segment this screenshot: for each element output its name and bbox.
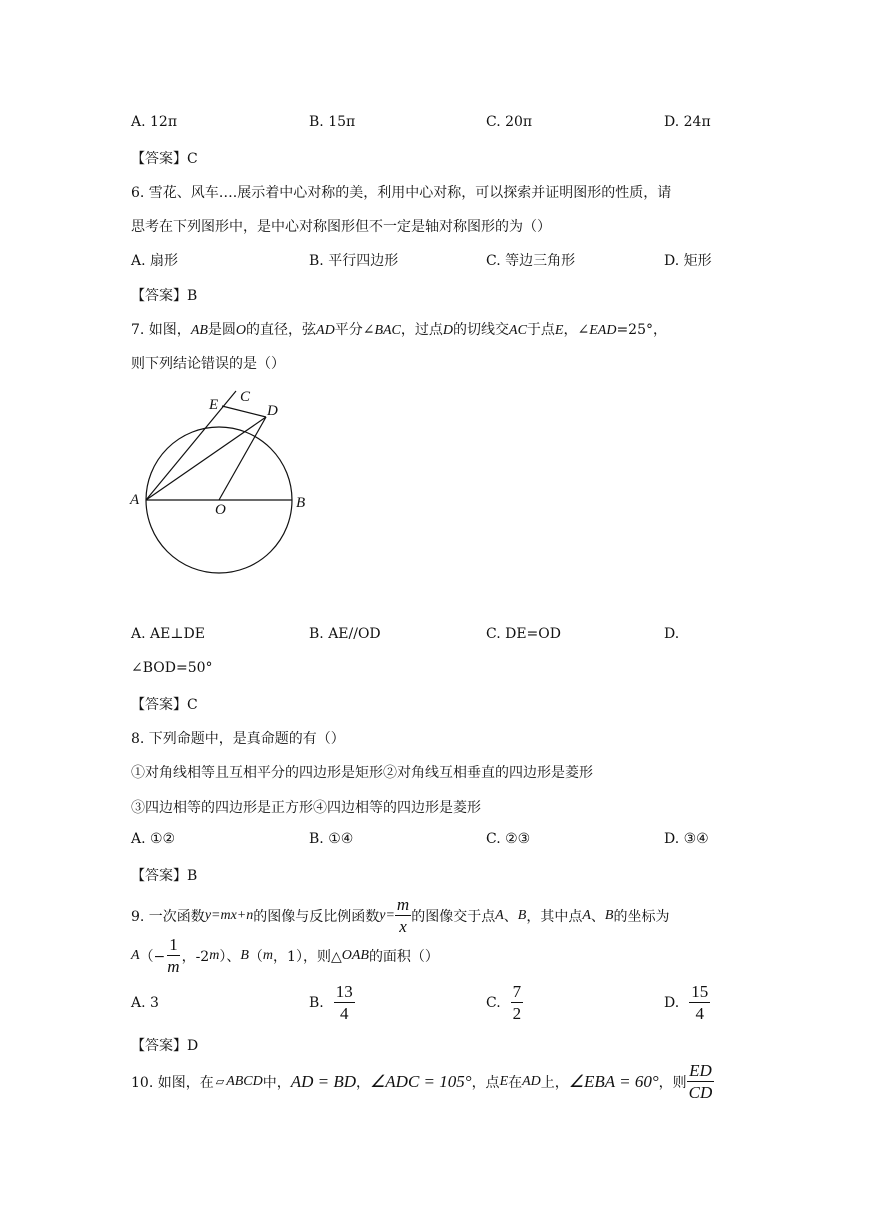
q5-option-d: D. 24π — [664, 114, 711, 130]
q8-option-a: A. ①② — [131, 831, 176, 847]
q5-option-a: A. 12π — [131, 114, 178, 130]
label-o: O — [215, 502, 226, 518]
q7-stem-line1: 7. 如图，AB是圆O的直径，弦AD平分∠BAC，过点D的切线交AC于点E，∠EAD=25°， — [131, 322, 667, 338]
q7-option-c: C. DE=OD — [486, 626, 561, 642]
q9-option-a: A. 3 — [131, 995, 159, 1011]
q8-option-d: D. ③④ — [664, 831, 709, 847]
label-b: B — [296, 495, 306, 511]
q6-stem-line2: 思考在下列图形中，是中心对称图形但不一定是轴对称图形的为（） — [131, 219, 551, 235]
q5-option-b: B. 15π — [309, 114, 356, 130]
q7-geometry-figure — [125, 380, 325, 590]
q5-answer: 【答案】C — [131, 151, 198, 167]
q7-option-a: A. AE⊥DE — [131, 626, 205, 642]
line-ac — [146, 391, 236, 500]
q10-stem: 10. 如图，在 ▱ ABCD 中， AD = BD ， ∠ADC = 105° ，点 E 在 AD 上， ∠EBA = 60° ，则 $\frac{ED}{CD}$ — [131, 1061, 713, 1102]
q8-line2: ③四边相等的四边形是正方形④四边相等的四边形是菱形 — [131, 800, 481, 816]
q9-option-d: D. $\frac{15}{4}$ — [664, 982, 709, 1023]
label-c: C — [240, 389, 251, 405]
q8-line1: ①对角线相等且互相平分的四边形是矩形②对角线互相垂直的四边形是菱形 — [131, 765, 593, 781]
q9-answer: 【答案】D — [131, 1038, 199, 1054]
q8-option-c: C. ②③ — [486, 831, 531, 847]
label-e: E — [209, 397, 219, 413]
q8-option-b: B. ①④ — [309, 831, 354, 847]
label-d: D — [267, 403, 278, 419]
q6-option-a: A. 扇形 — [131, 253, 179, 269]
q7-option-d-cont: ∠BOD=50° — [131, 660, 213, 676]
q6-option-b: B. 平行四边形 — [309, 253, 399, 269]
q9-option-b: B. $\frac{13}{4}$ — [309, 982, 353, 1023]
q8-answer: 【答案】B — [131, 868, 198, 884]
label-a: A — [130, 492, 140, 508]
tangent-de — [222, 406, 266, 417]
q8-stem: 8. 下列命题中，是真命题的有（） — [131, 731, 345, 747]
q7-option-d: D. — [664, 626, 680, 642]
q6-answer: 【答案】B — [131, 288, 198, 304]
q9-stem-line2: A （− $\frac{1}{m}$ ，-2 m ）、 B （ m ，1），则△ OAB 的面积（） — [131, 935, 439, 976]
q9-stem-line1: 9. 一次函数 y=mx+n 的图像与反比例函数 y= $\frac{m}{x}$ 的图像交于点 A 、 B ，其中点 A 、 B 的坐标为 — [131, 895, 670, 936]
q9-frac-m-over-x: $\frac{m}{x}$ — [396, 895, 410, 936]
q5-option-c: C. 20π — [486, 114, 533, 130]
q10-frac-ed-over-cd: $\frac{ED}{CD}$ — [688, 1061, 713, 1102]
q6-option-d: D. 矩形 — [664, 253, 712, 269]
q7-stem-line2: 则下列结论错误的是（） — [131, 356, 285, 372]
q9-option-c: C. $\frac{7}{2}$ — [486, 982, 522, 1023]
q6-option-c: C. 等边三角形 — [486, 253, 576, 269]
q9-frac-1-over-m: $\frac{1}{m}$ — [167, 935, 180, 976]
radius-od — [219, 417, 266, 500]
q7-option-b: B. AE//OD — [309, 626, 381, 642]
q7-answer: 【答案】C — [131, 697, 198, 713]
q6-stem-line1: 6. 雪花、风车….展示着中心对称的美，利用中心对称，可以探索并证明图形的性质，请 — [131, 185, 672, 201]
chord-ad — [146, 417, 266, 500]
